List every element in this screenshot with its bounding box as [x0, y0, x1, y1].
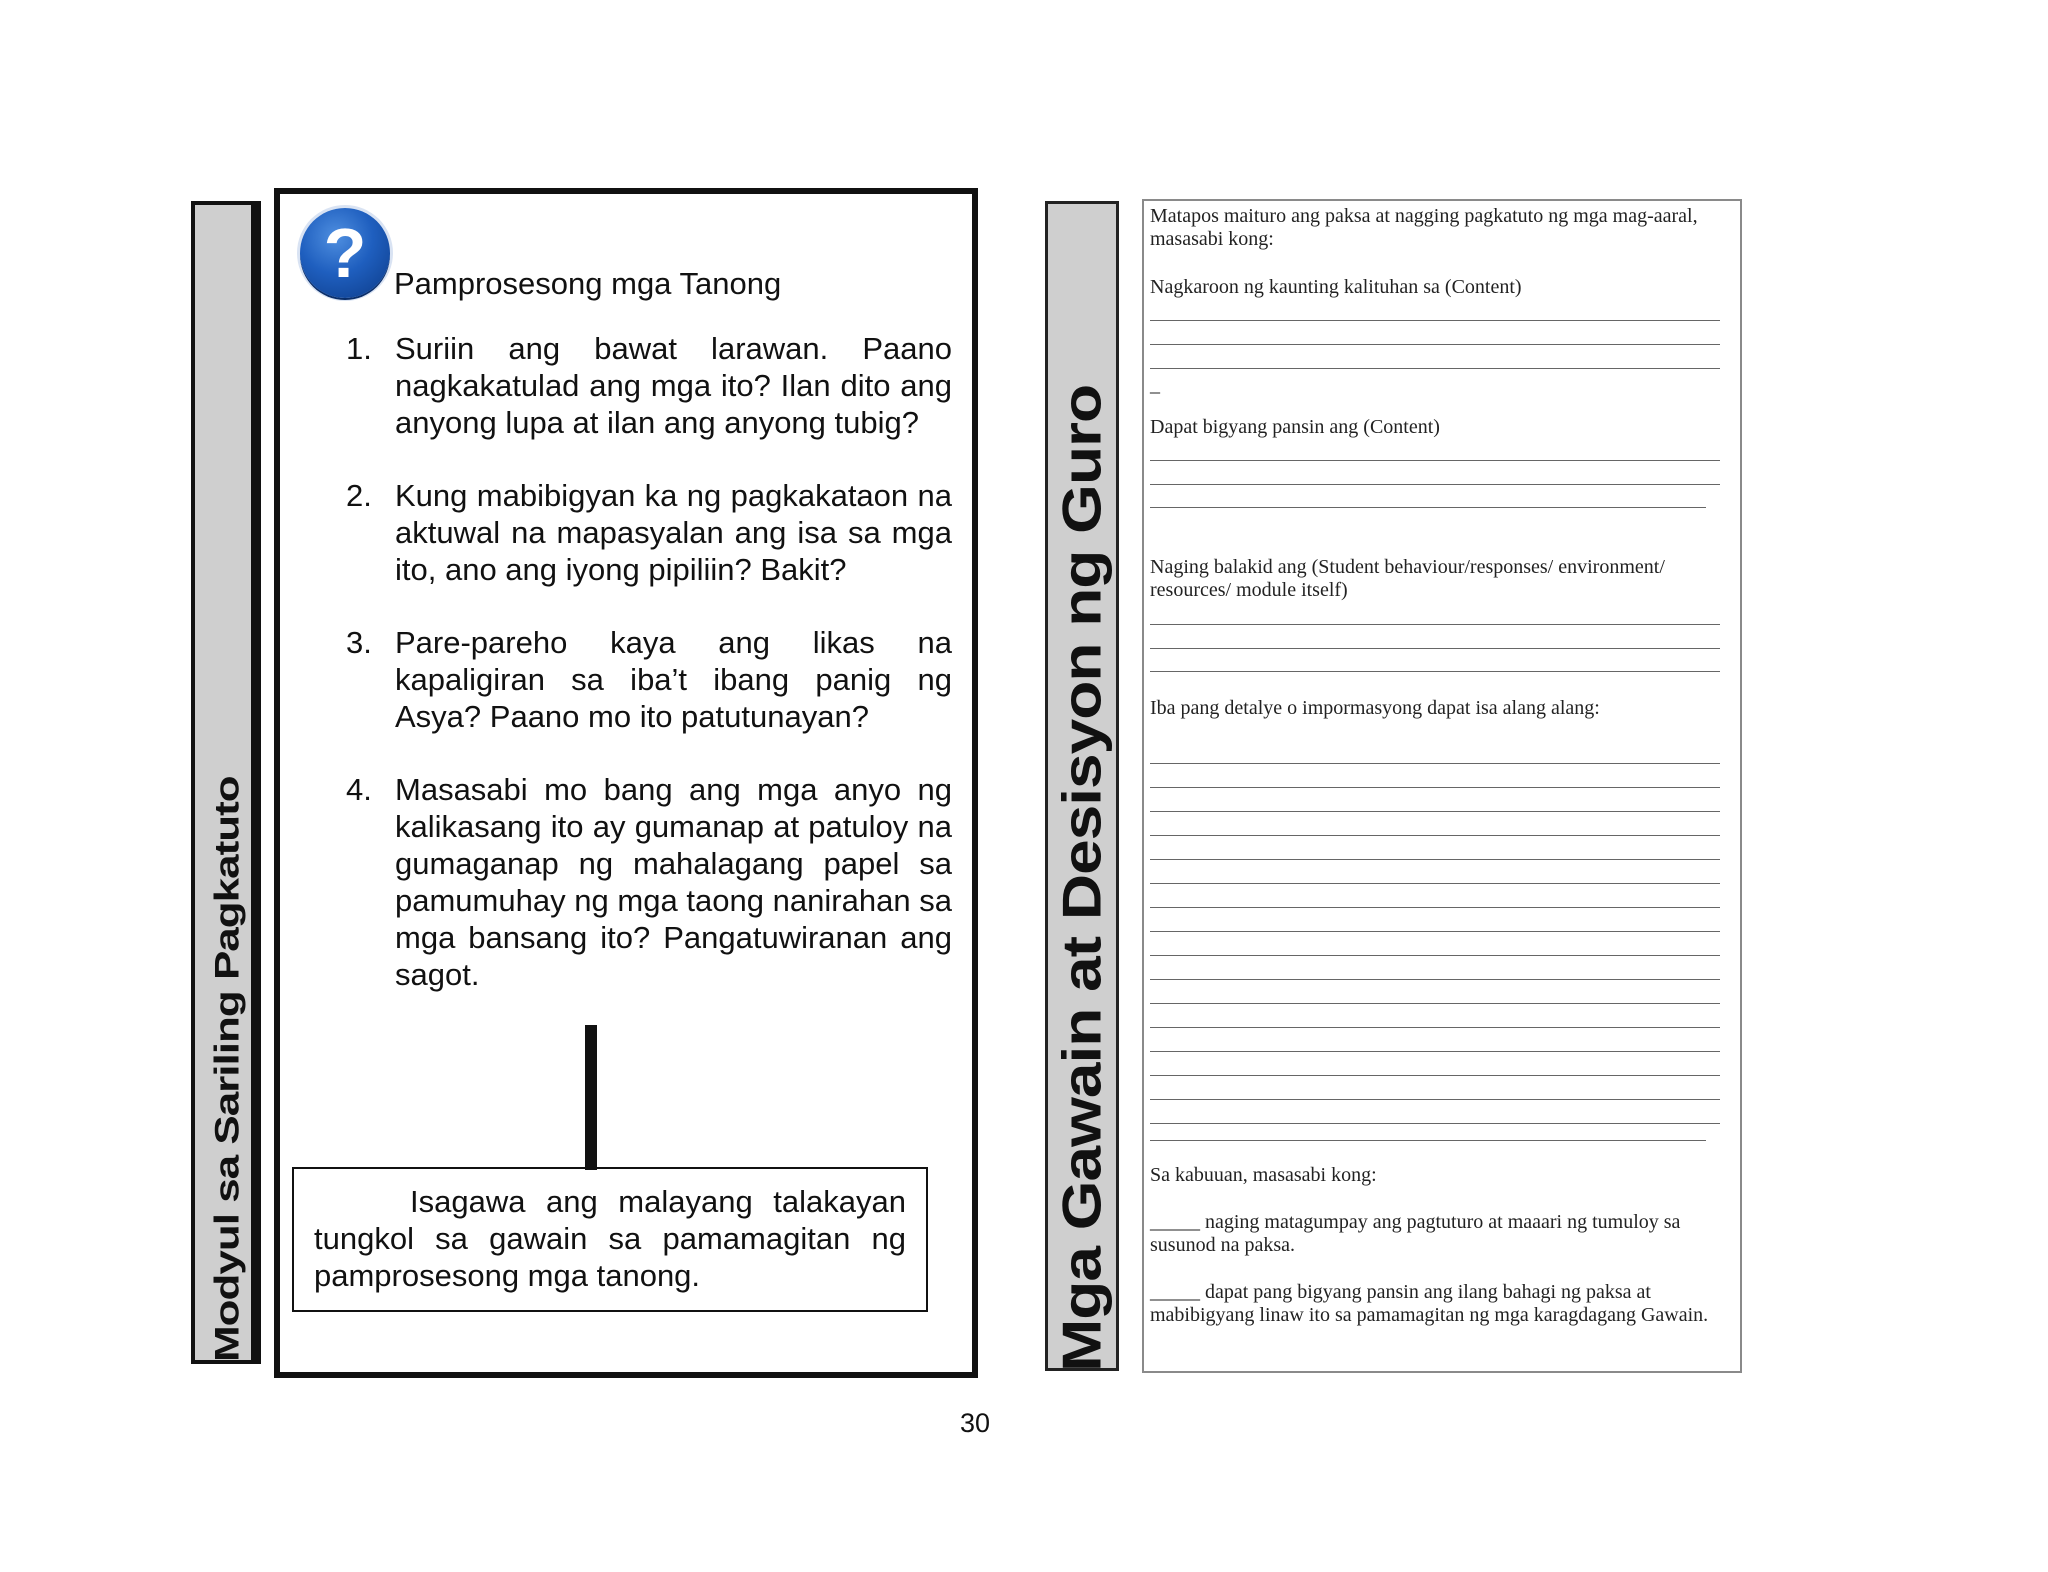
answer-line	[1150, 931, 1720, 932]
answer-line	[1150, 811, 1720, 812]
section-attention: Dapat bigyang pansin ang (Content)	[1150, 416, 1440, 438]
answer-line	[1150, 955, 1720, 956]
dash-mark: _	[1150, 374, 1160, 396]
left-side-label: Modyul sa Sariling Pagkatuto	[208, 776, 247, 1362]
section-content-confusion: Nagkaroon ng kaunting kalituhan sa (Content)	[1150, 276, 1522, 298]
question-item: 2. Kung mabibigyan ka ng pagkakataon na aktuwal na mapasyalan ang isa sa mga ito, ano ang iyong pipiliin? Bakit?	[346, 478, 952, 587]
answer-line	[1150, 484, 1720, 485]
answer-line	[1150, 624, 1720, 625]
form-intro: Matapos maituro ang paksa at nagging pagkatuto ng mga mag-aaral, masasabi kong:	[1150, 205, 1698, 250]
answer-line	[1150, 1075, 1720, 1076]
answer-line	[1150, 671, 1720, 672]
answer-line	[1150, 460, 1720, 461]
question-item: 4. Masasabi mo bang ang mga anyo ng kalikasang ito ay gumanap at patuloy na gumaganap ng mahalagang papel sa pamumuhay ng mga taong nanirahan sa mga bansang ito? Pangatuwiranan ang sagot.	[346, 772, 952, 992]
answer-line	[1150, 859, 1720, 860]
summary-heading: Sa kabuuan, masasabi kong:	[1150, 1164, 1377, 1186]
answer-line	[1150, 1027, 1720, 1028]
question-mark-icon: ?	[300, 208, 390, 298]
question-item: 1. Suriin ang bawat larawan. Paano nagkakatulad ang mga ito? Ilan dito ang anyong lupa at ilan ang anyong tubig?	[346, 331, 952, 440]
answer-line	[1150, 1051, 1720, 1052]
answer-line	[1150, 979, 1720, 980]
summary-option-review: _____ dapat pang bigyang pansin ang ilang bahagi ng paksa at mabibigyang linaw ito sa pamamagitan ng mga karagdagang Gawain.	[1150, 1281, 1709, 1326]
teacher-notes-form	[1142, 199, 1742, 1373]
question-item: 3. Pare-pareho kaya ang likas na kapaligiran sa iba’t ibang panig ng Asya? Paano mo ito patutunayan?	[346, 625, 952, 734]
summary-option-success: _____ naging matagumpay ang pagtuturo at maaari ng tumuloy sa susunod na paksa.	[1150, 1211, 1681, 1256]
connector-line	[585, 1025, 597, 1170]
answer-line	[1150, 787, 1720, 788]
answer-line	[1150, 648, 1720, 649]
answer-line	[1150, 368, 1720, 369]
answer-line	[1150, 907, 1720, 908]
page-number: 30	[960, 1408, 991, 1438]
card-title: Pamprosesong mga Tanong	[394, 266, 782, 301]
answer-line	[1150, 763, 1720, 764]
answer-line	[1150, 883, 1720, 884]
answer-line	[1150, 507, 1706, 508]
right-side-label: Mga Gawain at Desisyon ng Guro	[1050, 384, 1113, 1372]
answer-line	[1150, 1003, 1720, 1004]
answer-line	[1150, 1140, 1706, 1141]
questions-list	[340, 330, 952, 1029]
answer-line	[1150, 320, 1720, 321]
answer-line	[1150, 1099, 1720, 1100]
answer-line	[1150, 1123, 1720, 1124]
answer-line	[1150, 835, 1720, 836]
section-obstacles: Naging balakid ang (Student behaviour/responses/ environment/ resources/ module itself)	[1150, 556, 1665, 601]
section-other-details: Iba pang detalye o impormasyong dapat isa alang alang:	[1150, 697, 1600, 719]
note-box: Isagawa ang malayang talakayan tungkol sa gawain sa pamamagitan ng pamprosesong mga tanong.	[292, 1167, 928, 1312]
answer-line	[1150, 344, 1720, 345]
